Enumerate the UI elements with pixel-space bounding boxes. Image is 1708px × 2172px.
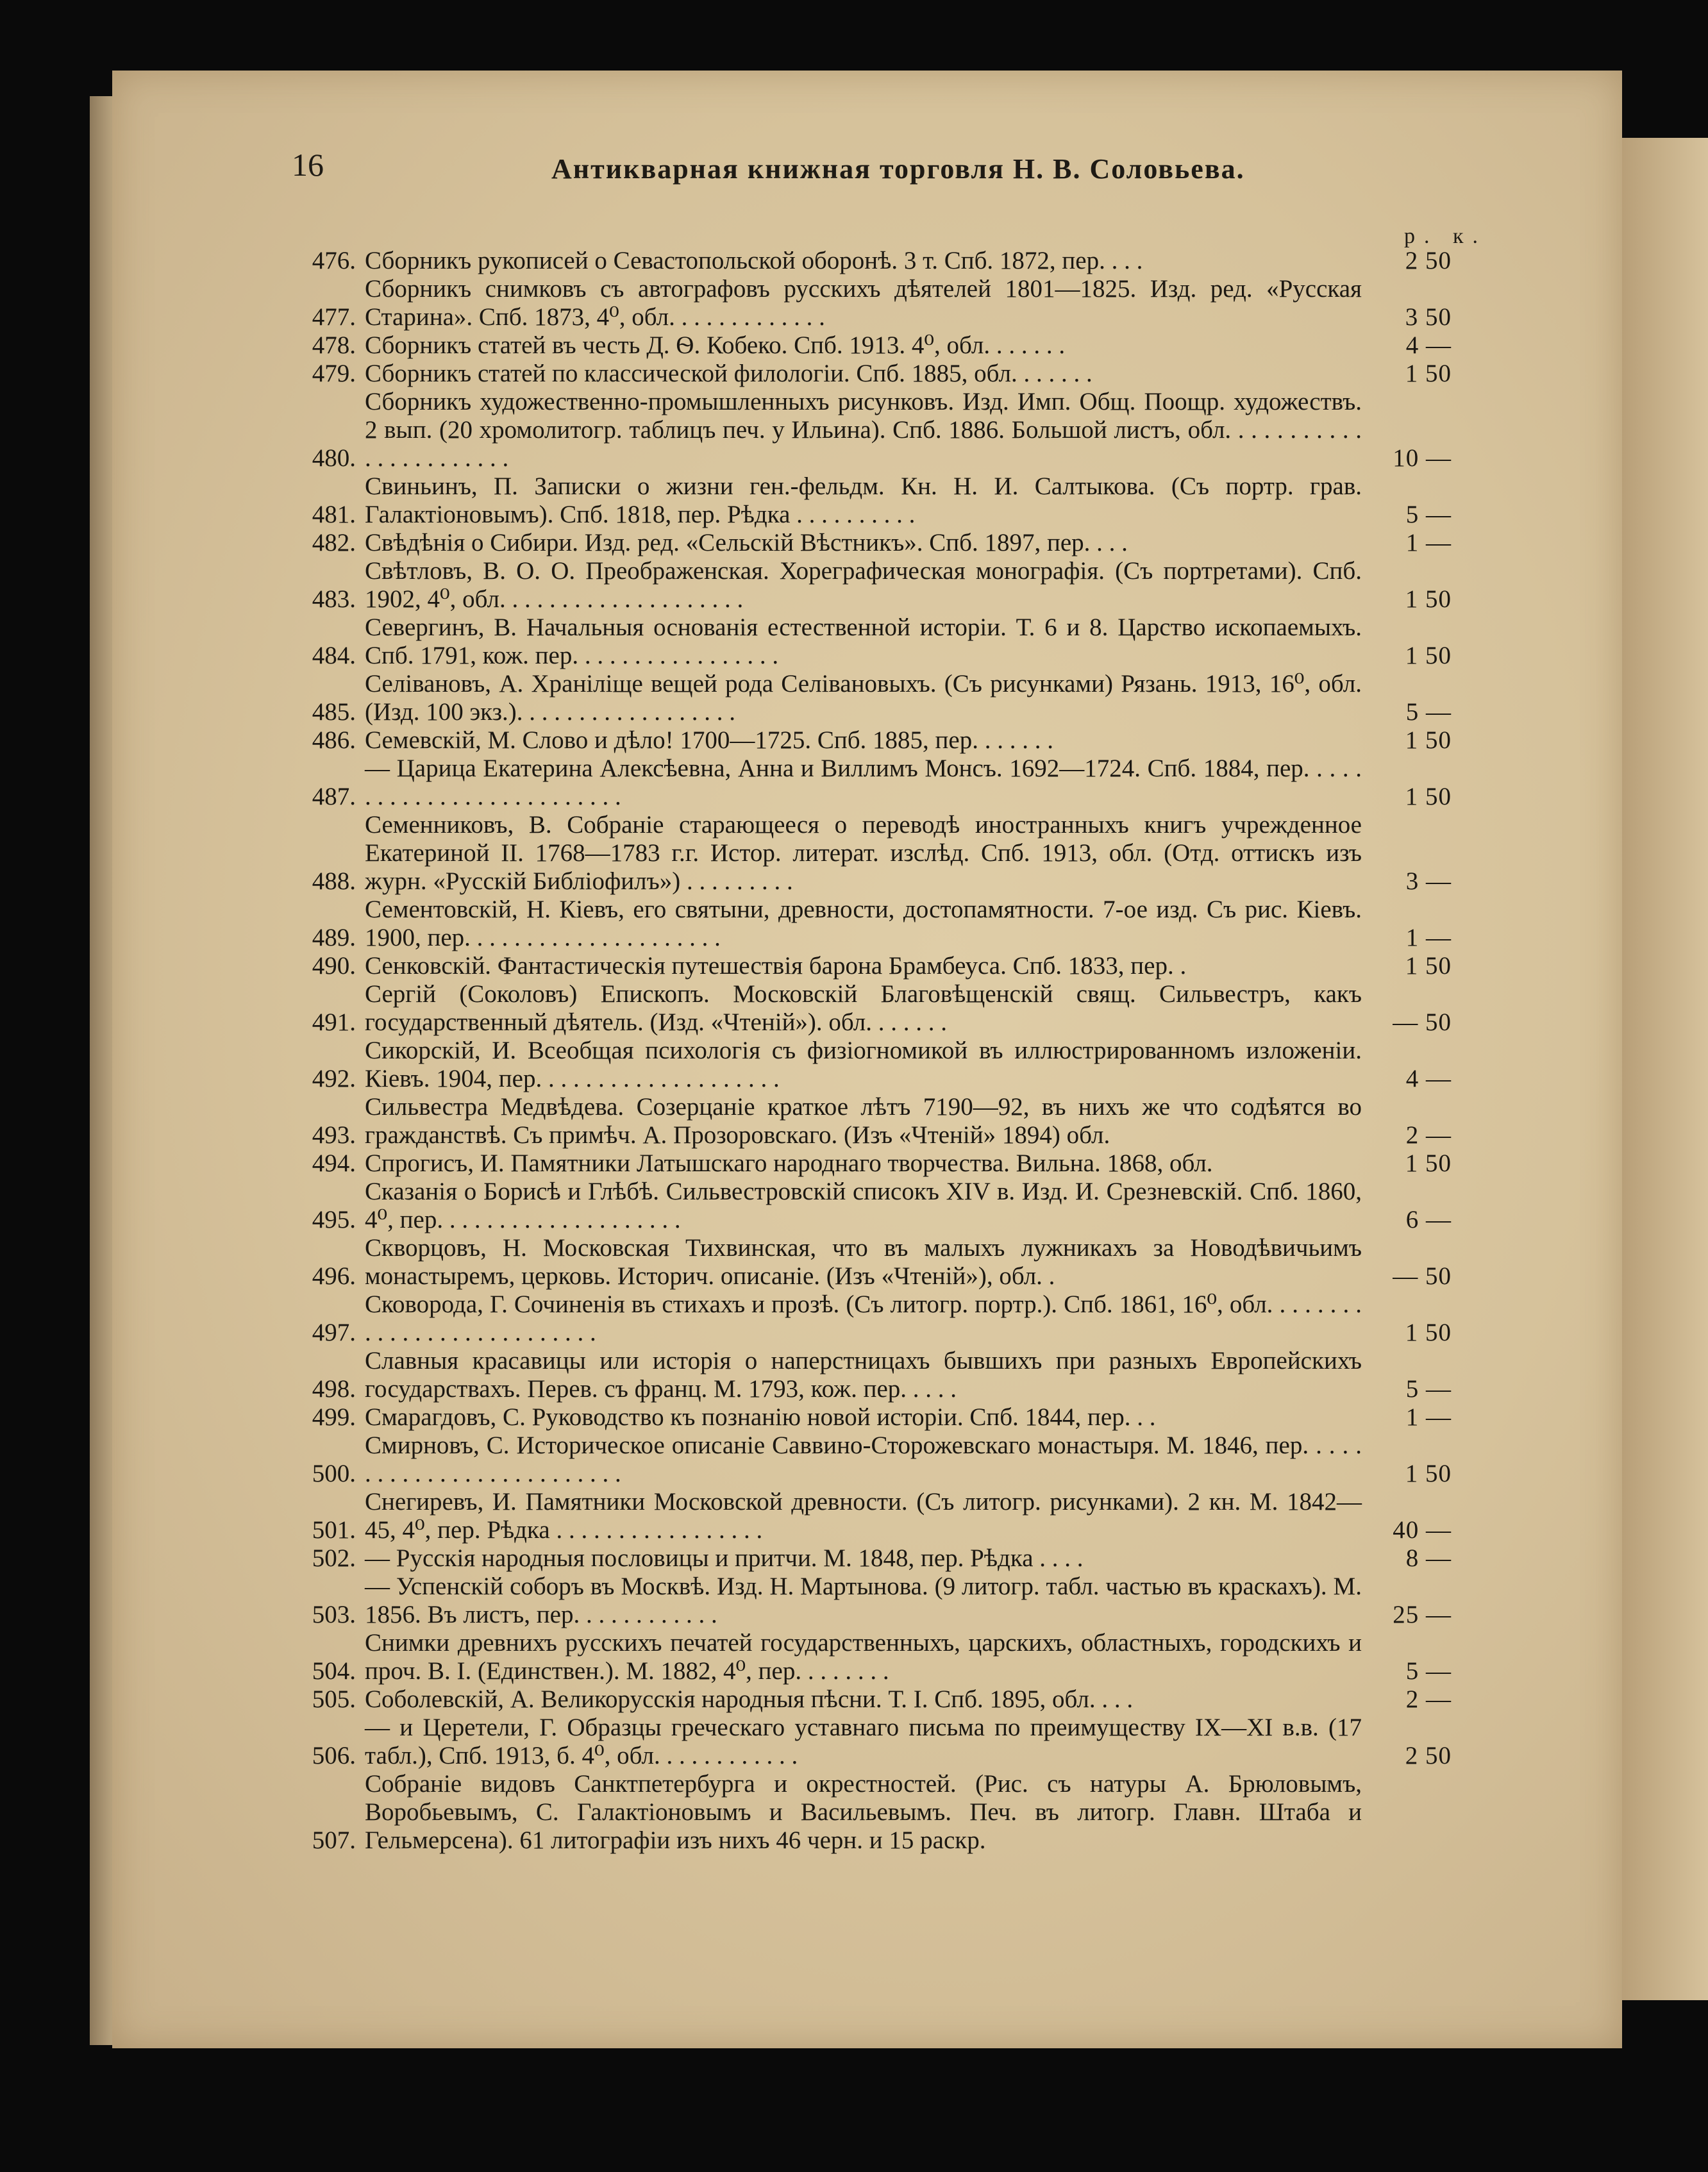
entry-number: 476. <box>312 247 356 274</box>
entry-number: 482. <box>312 529 356 556</box>
entry-price: 10 — <box>1393 444 1452 472</box>
price-column-header: р. к. <box>1404 224 1487 248</box>
entry-price: 4 — <box>1405 331 1452 359</box>
entry-price: 1 50 <box>1405 952 1452 980</box>
entry-description: Семевскій, М. Слово и дѣло! 1700—1725. Спб. 1885, пер. . . . . . . <box>365 726 1053 754</box>
entry-price: 1 50 <box>1405 783 1452 810</box>
entry-number: 502. <box>312 1544 356 1572</box>
entry-description: Сикорскій, И. Всеобщая психологія съ физіогномикой въ иллюстрированномъ изложеніи. Кіевъ. 1904, пер. . . . . . . . . . . . . . . . . . . . <box>365 1037 1362 1092</box>
entry-number: 504. <box>312 1657 356 1685</box>
entry-price: 5 — <box>1405 1375 1452 1403</box>
entry-price: 1 50 <box>1405 726 1452 754</box>
catalog-entry <box>282 952 1452 980</box>
catalog-entry <box>282 1347 1452 1403</box>
entry-number: 501. <box>312 1516 356 1544</box>
entry-description: Собраніе видовъ Санктпетербурга и окрестностей. (Рис. съ натуры А. Брюловымъ, Воробьевымъ, С. Галактіоновымъ и Васильевымъ. Печ. въ литогр. Главн. Штаба и Гельмерсена). 61 литографіи изъ нихъ 46 черн. и 15 раскр. <box>365 1770 1362 1854</box>
entry-description: — Русскія народныя пословицы и притчи. М. 1848, пер. Рѣдка . . . . <box>365 1544 1084 1572</box>
running-header: Антикварная книжная торговля Н. В. Соловьева. <box>551 153 1245 185</box>
entry-number: 486. <box>312 726 356 754</box>
entry-price: 2 — <box>1405 1685 1452 1713</box>
entry-price: 2 50 <box>1405 247 1452 274</box>
entry-number: 480. <box>312 444 356 472</box>
entry-description: Скворцовъ, Н. Московская Тихвинская, что въ малыхъ лужникахъ за Новодѣвичьимъ монастыремъ, церковь. Историч. описаніе. (Изъ «Чтеній»), обл. . <box>365 1234 1362 1290</box>
catalog-entry <box>282 331 1452 360</box>
entry-number: 490. <box>312 952 356 980</box>
entry-price: 1 50 <box>1405 1319 1452 1346</box>
entry-price: 25 — <box>1393 1601 1452 1628</box>
entry-number: 481. <box>312 501 356 528</box>
entry-description: Сементовскій, Н. Кіевъ, его святыни, древности, достопамятности. 7-ое изд. Съ рис. Кіевъ. 1900, пер. . . . . . . . . . . . . . . . . . . . . <box>365 896 1362 951</box>
catalog-entry <box>282 472 1452 529</box>
entry-description: Сильвестра Медвѣдева. Созерцаніе краткое лѣтъ 7190—92, въ нихъ же что содѣятся во гражданствѣ. Съ примѣч. А. Прозоровскаго. (Изъ «Чтеній» 1894) обл. <box>365 1093 1362 1149</box>
entry-description: Смирновъ, С. Историческое описаніе Саввино-Сторожевскаго монастыря. М. 1846, пер. . . . . . . . . . . . . . . . . . . . . . . . . . <box>365 1432 1362 1487</box>
entry-price: 1 — <box>1405 1403 1452 1431</box>
entry-number: 498. <box>312 1375 356 1403</box>
entry-number: 478. <box>312 331 356 359</box>
catalog-entry <box>282 1149 1452 1178</box>
catalog-entry <box>282 980 1452 1037</box>
entry-description: — и Церетели, Г. Образцы греческаго уставнаго письма по преимуществу IX—XI в.в. (17 табл.), Спб. 1913, б. 4⁰, обл. . . . . . . . . . . . <box>365 1714 1362 1769</box>
entry-number: 483. <box>312 585 356 613</box>
entry-number: 493. <box>312 1121 356 1149</box>
catalog-entry <box>282 726 1452 755</box>
entry-number: 496. <box>312 1262 356 1290</box>
entry-description: Сборникъ снимковъ съ автографовъ русскихъ дѣятелей 1801—1825. Изд. ред. «Русская Старина». Спб. 1873, 4⁰, обл. . . . . . . . . . . . . <box>365 275 1362 331</box>
entry-price: 8 — <box>1405 1544 1452 1572</box>
entry-number: 484. <box>312 642 356 669</box>
entry-description: — Успенскій соборъ въ Москвѣ. Изд. Н. Мартынова. (9 литогр. табл. частью въ краскахъ). М. 1856. Въ листъ, пер. . . . . . . . . . . . <box>365 1573 1362 1628</box>
entry-price: 4 — <box>1405 1065 1452 1092</box>
entry-price: 3 50 <box>1405 303 1452 331</box>
entry-number: 503. <box>312 1601 356 1628</box>
catalog-entry <box>282 896 1452 952</box>
entry-description: Свиньинъ, П. Записки о жизни ген.-фельдм. Кн. Н. И. Салтыкова. (Съ портр. грав. Галактіоновымъ). Спб. 1818, пер. Рѣдка . . . . . . . . . . <box>365 472 1362 528</box>
catalog-entry <box>282 1770 1443 1855</box>
catalog-entry <box>282 1403 1452 1432</box>
entry-number: 479. <box>312 360 356 387</box>
entry-price: 1 50 <box>1405 1460 1452 1487</box>
entry-price: 6 — <box>1405 1206 1452 1233</box>
catalog-entry <box>282 1093 1452 1149</box>
entry-description: Семенниковъ, В. Собраніе старающееся о переводѣ иностранныхъ книгъ учрежденное Екатериной II. 1768—1783 г.г. Истор. литерат. изслѣд. Спб. 1913, обл. (Отд. оттискъ изъ журн. «Русскій Библіофилъ») . . . . . . . . . <box>365 811 1362 895</box>
entry-description: Свѣдѣнія о Сибири. Изд. ред. «Сельскій Вѣстникъ». Спб. 1897, пер. . . . <box>365 529 1128 556</box>
entry-description: Сергій (Соколовъ) Епископъ. Московскій Благовѣщенскій свящ. Сильвестръ, какъ государственный дѣятель. (Изд. «Чтеній»). обл. . . . . . . <box>365 980 1362 1036</box>
catalog-entry <box>282 388 1452 472</box>
entry-price: 3 — <box>1405 867 1452 895</box>
entry-number: 505. <box>312 1685 356 1713</box>
entry-description: Смарагдовъ, С. Руководство къ познанію новой исторіи. Спб. 1844, пер. . . <box>365 1403 1156 1431</box>
entry-price: 5 — <box>1405 698 1452 726</box>
entry-description: Соболевскій, А. Великорусскія народныя пѣсни. Т. I. Спб. 1895, обл. . . . <box>365 1685 1134 1713</box>
entry-number: 488. <box>312 867 356 895</box>
entry-price: 5 — <box>1405 1657 1452 1685</box>
entry-price: 1 — <box>1405 529 1452 556</box>
entry-price: 5 — <box>1405 501 1452 528</box>
catalog-entry <box>282 529 1452 557</box>
catalog-entry <box>282 275 1452 331</box>
entry-description: Снегиревъ, И. Памятники Московской древности. (Съ литогр. рисунками). 2 кн. М. 1842—45, 4⁰, пер. Рѣдка . . . . . . . . . . . . . . . . . <box>365 1488 1362 1544</box>
catalog-entry <box>282 1544 1452 1573</box>
entry-description: — Царица Екатерина Алексѣевна, Анна и Виллимъ Монсъ. 1692—1724. Спб. 1884, пер. . . . . . . . . . . . . . . . . . . . . . . . . . <box>365 755 1362 810</box>
catalog-entry <box>282 1291 1452 1347</box>
facing-page-edge <box>1622 138 1708 2000</box>
entry-description: Севергинъ, В. Начальныя основанія естественной исторіи. Т. 6 и 8. Царство ископаемыхъ. Спб. 1791, кож. пер. . . . . . . . . . . . . . . . . <box>365 614 1362 669</box>
catalog-entry <box>282 1629 1452 1685</box>
entry-number: 497. <box>312 1319 356 1346</box>
catalog-entries <box>282 247 1452 1855</box>
entry-description: Славныя красавицы или исторія о наперстницахъ бывшихъ при разныхъ Европейскихъ государствахъ. Перев. съ франц. М. 1793, кож. пер. . . . . <box>365 1347 1362 1403</box>
catalog-entry <box>282 1234 1452 1291</box>
entry-number: 507. <box>312 1826 356 1854</box>
entry-description: Сборникъ рукописей о Севастопольской оборонѣ. 3 т. Спб. 1872, пер. . . . <box>365 247 1143 274</box>
entry-number: 491. <box>312 1008 356 1036</box>
entry-price: — 50 <box>1393 1008 1452 1036</box>
catalog-entry <box>282 1488 1452 1544</box>
entry-number: 499. <box>312 1403 356 1431</box>
entry-description: Свѣтловъ, В. О. О. Преображенская. Хореграфическая монографія. (Съ портретами). Спб. 1902, 4⁰, обл. . . . . . . . . . . . . . . . . . . . <box>365 557 1362 613</box>
entry-description: Снимки древнихъ русскихъ печатей государственныхъ, царскихъ, областныхъ, городскихъ и проч. В. I. (Единствен.). М. 1882, 4⁰, пер. . . . . . . . <box>365 1629 1362 1685</box>
entry-description: Сенковскій. Фантастическія путешествія барона Брамбеуса. Спб. 1833, пер. . <box>365 952 1187 980</box>
entry-price: 1 — <box>1405 924 1452 951</box>
catalog-entry <box>282 811 1452 896</box>
entry-number: 506. <box>312 1742 356 1769</box>
entry-description: Сковорода, Г. Сочиненія въ стихахъ и прозѣ. (Съ литогр. портр.). Спб. 1861, 16⁰, обл. . . . . . . . . . . . . . . . . . . . . . . . . . . <box>365 1291 1362 1346</box>
catalog-entry <box>282 1573 1452 1629</box>
entry-number: 489. <box>312 924 356 951</box>
entry-number: 494. <box>312 1149 356 1177</box>
entry-number: 477. <box>312 303 356 331</box>
entry-number: 485. <box>312 698 356 726</box>
catalog-entry <box>282 1432 1452 1488</box>
entry-description: Селівановъ, А. Храніліще вещей рода Селівановыхъ. (Съ рисунками) Рязань. 1913, 16⁰, обл. (Изд. 100 экз.). . . . . . . . . . . . . . . . . . <box>365 670 1362 726</box>
entry-price: 2 — <box>1405 1121 1452 1149</box>
entry-number: 492. <box>312 1065 356 1092</box>
entry-description: Сборникъ художественно-промышленныхъ рисунковъ. Изд. Имп. Общ. Поощр. художествъ. 2 вып. (20 хромолитогр. таблицъ печ. у Ильина). Спб. 1886. Большой листъ, обл. . . . . . . . . . . . . . . . . . . . . . . <box>365 388 1362 472</box>
entry-price: 40 — <box>1393 1516 1452 1544</box>
catalog-entry <box>282 360 1452 388</box>
catalog-entry <box>282 1714 1452 1770</box>
entry-price: 2 50 <box>1405 1742 1452 1769</box>
entry-description: Сказанія о Борисѣ и Глѣбѣ. Сильвестровскій списокъ XIV в. Изд. И. Срезневскій. Спб. 1860, 4⁰, пер. . . . . . . . . . . . . . . . . . . . <box>365 1178 1362 1233</box>
catalog-entry <box>282 247 1452 275</box>
catalog-entry <box>282 1037 1452 1093</box>
entry-price: — 50 <box>1393 1262 1452 1290</box>
entry-description: Сборникъ статей по классической филологіи. Спб. 1885, обл. . . . . . . <box>365 360 1093 387</box>
entry-number: 500. <box>312 1460 356 1487</box>
entry-description: Сборникъ статей въ честь Д. Ѳ. Кобеко. Спб. 1913. 4⁰, обл. . . . . . . <box>365 331 1066 359</box>
catalog-entry <box>282 557 1452 614</box>
entry-number: 495. <box>312 1206 356 1233</box>
entry-number: 487. <box>312 783 356 810</box>
catalog-entry <box>282 670 1452 726</box>
page-number: 16 <box>292 147 324 183</box>
catalog-entry <box>282 1685 1452 1714</box>
catalog-entry <box>282 755 1452 811</box>
entry-description: Спрогисъ, И. Памятники Латышскаго народнаго творчества. Вильна. 1868, обл. <box>365 1149 1213 1177</box>
entry-price: 1 50 <box>1405 642 1452 669</box>
entry-price: 1 50 <box>1405 360 1452 387</box>
entry-price: 1 50 <box>1405 585 1452 613</box>
catalog-entry <box>282 614 1452 670</box>
entry-price: 1 50 <box>1405 1149 1452 1177</box>
catalog-entry <box>282 1178 1452 1234</box>
